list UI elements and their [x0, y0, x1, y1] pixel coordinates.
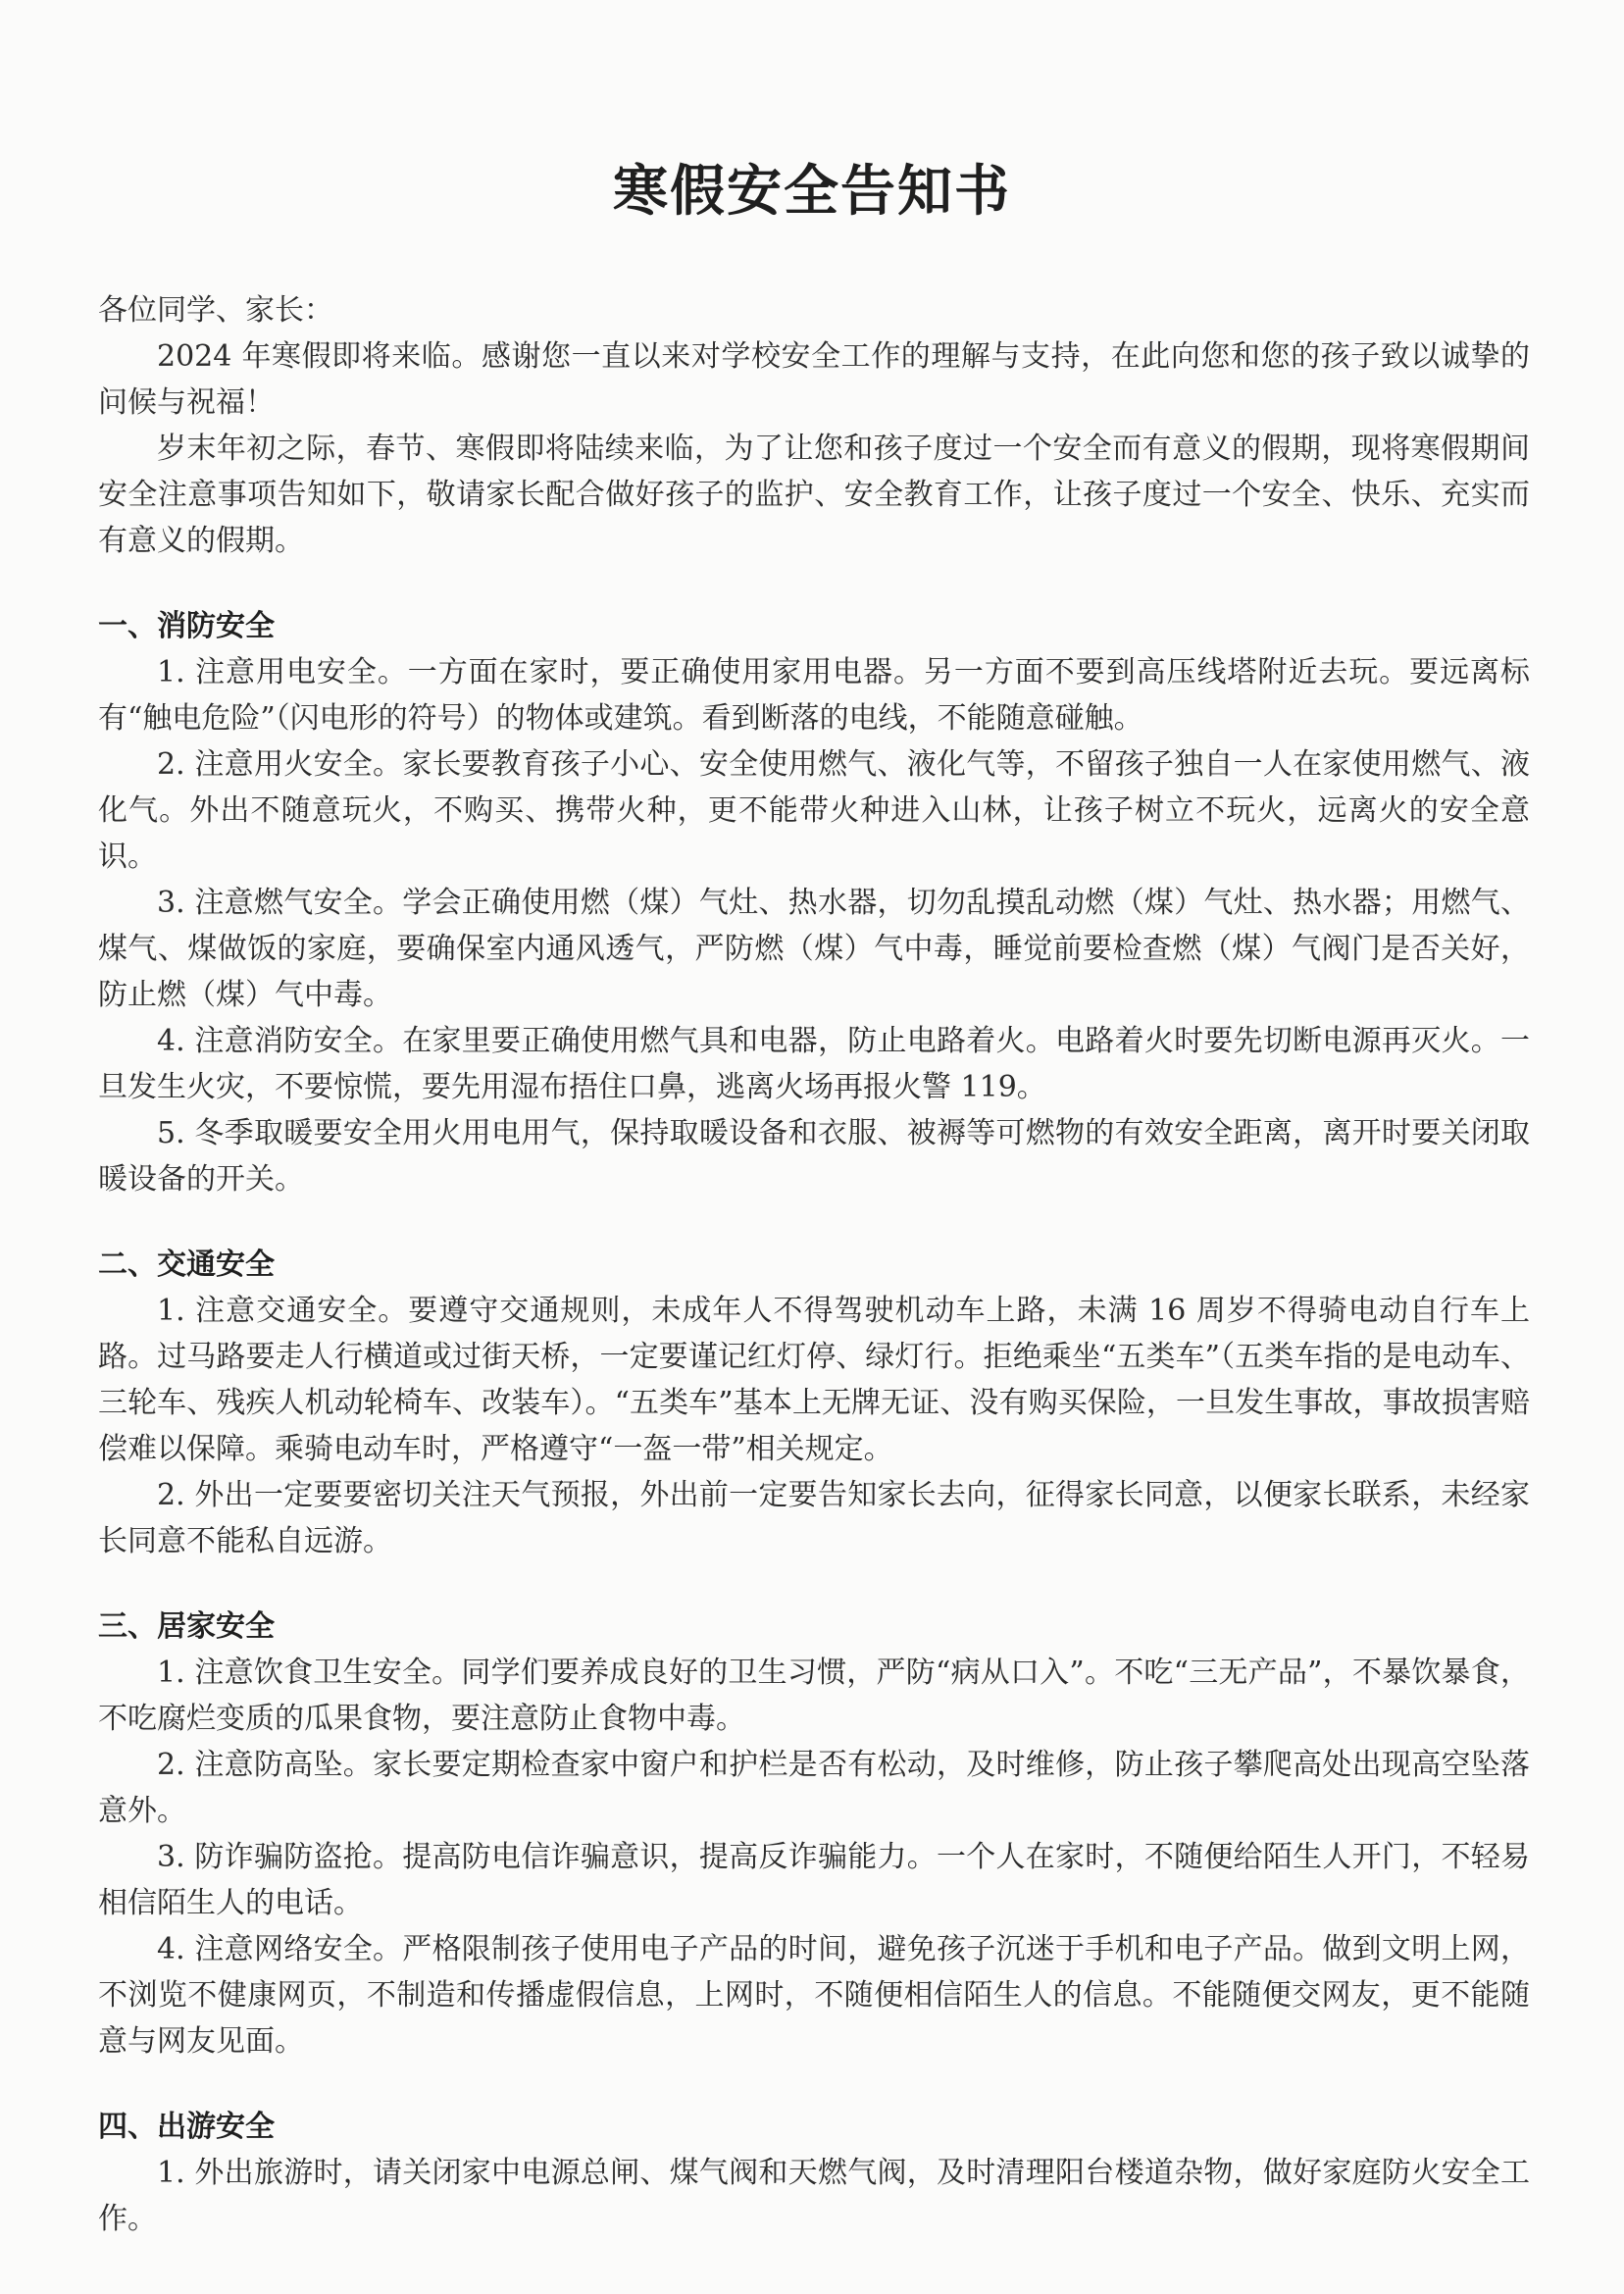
- section-item: 3. 注意燃气安全。学会正确使用燃（煤）气灶、热水器，切勿乱摸乱动燃（煤）气灶、热水器；用燃气、煤气、煤做饭的家庭，要确保室内通风透气，严防燃（煤）气中毒，睡觉前要检查燃（煤）气阀门是否关好，防止燃（煤）气中毒。: [98, 886, 1530, 1012]
- section-fire-safety: [98, 603, 1530, 1202]
- section-heading: 四、出游安全: [98, 2110, 275, 2144]
- section-item: 1. 注意交通安全。要遵守交通规则，未成年人不得驾驶机动车上路，未满 16 周岁不得骑电动自行车上路。过马路要走人行横道或过街天桥，一定要谨记红灯停、绿灯行。拒绝乘坐“五类车”（五类车指的是电动车、三轮车、残疾人机动轮椅车、改装车）。“五类车”基本上无牌无证、没有购买保险，一旦发生事故，事故损害赔偿难以保障。乘骑电动车时，严格遵守“一盔一带”相关规定。: [98, 1294, 1530, 1466]
- section-item: 4. 注意消防安全。在家里要正确使用燃气具和电器，防止电路着火。电路着火时要先切断电源再灭火。一旦发生火灾，不要惊慌，要先用湿布捂住口鼻，逃离火场再报火警 119。: [98, 1024, 1530, 1104]
- intro-paragraph: 2024 年寒假即将来临。感谢您一直以来对学校安全工作的理解与支持，在此向您和您的孩子致以诚挚的问候与祝福！: [98, 339, 1530, 420]
- section-item: 2. 注意用火安全。家长要教育孩子小心、安全使用燃气、液化气等，不留孩子独自一人在家使用燃气、液化气。外出不随意玩火，不购买、携带火种，更不能带火种进入山林，让孩子树立不玩火，远离火的安全意识。: [98, 747, 1530, 874]
- section-heading: 三、居家安全: [98, 1609, 275, 1644]
- document-body: [98, 287, 1530, 2242]
- section-item: 2. 注意防高坠。家长要定期检查家中窗户和护栏是否有松动，及时维修，防止孩子攀爬高处出现高空坠落意外。: [98, 1748, 1530, 1828]
- section-item: 2. 外出一定要要密切关注天气预报，外出前一定要告知家长去向，征得家长同意，以便家长联系，未经家长同意不能私自远游。: [98, 1478, 1530, 1558]
- section-item: 4. 注意网络安全。严格限制孩子使用电子产品的时间，避免孩子沉迷于手机和电子产品。做到文明上网，不浏览不健康网页，不制造和传播虚假信息，上网时，不随便相信陌生人的信息。不能随便交网友，更不能随意与网友见面。: [98, 1932, 1530, 2059]
- section-travel-safety: [98, 2104, 1530, 2242]
- section-heading: 一、消防安全: [98, 609, 275, 643]
- section-item: 3. 防诈骗防盗抢。提高防电信诈骗意识，提高反诈骗能力。一个人在家时，不随便给陌生人开门，不轻易相信陌生人的电话。: [98, 1840, 1530, 1920]
- document-title: 寒假安全告知书: [613, 160, 1011, 224]
- intro-paragraph: 岁末年初之际，春节、寒假即将陆续来临，为了让您和孩子度过一个安全而有意义的假期，现将寒假期间安全注意事项告知如下，敬请家长配合做好孩子的监护、安全教育工作，让孩子度过一个安全、快乐、充实而有意义的假期。: [98, 432, 1530, 558]
- section-home-safety: [98, 1604, 1530, 2065]
- section-item: 1. 外出旅游时，请关闭家中电源总闸、煤气阀和天燃气阀，及时清理阳台楼道杂物，做好家庭防火安全工作。: [98, 2156, 1530, 2236]
- salutation: 各位同学、家长：: [98, 293, 333, 328]
- section-heading: 二、交通安全: [98, 1248, 275, 1282]
- section-item: 5. 冬季取暖要安全用火用电用气，保持取暖设备和衣服、被褥等可燃物的有效安全距离，离开时要关闭取暖设备的开关。: [98, 1116, 1530, 1197]
- section-item: 1. 注意用电安全。一方面在家时，要正确使用家用电器。另一方面不要到高压线塔附近去玩。要远离标有“触电危险”（闪电形的符号）的物体或建筑。看到断落的电线，不能随意碰触。: [98, 655, 1530, 736]
- section-traffic-safety: [98, 1242, 1530, 1564]
- section-item: 1. 注意饮食卫生安全。同学们要养成良好的卫生习惯，严防“病从口入”。不吃“三无产品”，不暴饮暴食，不吃腐烂变质的瓜果食物，要注意防止食物中毒。: [98, 1656, 1530, 1736]
